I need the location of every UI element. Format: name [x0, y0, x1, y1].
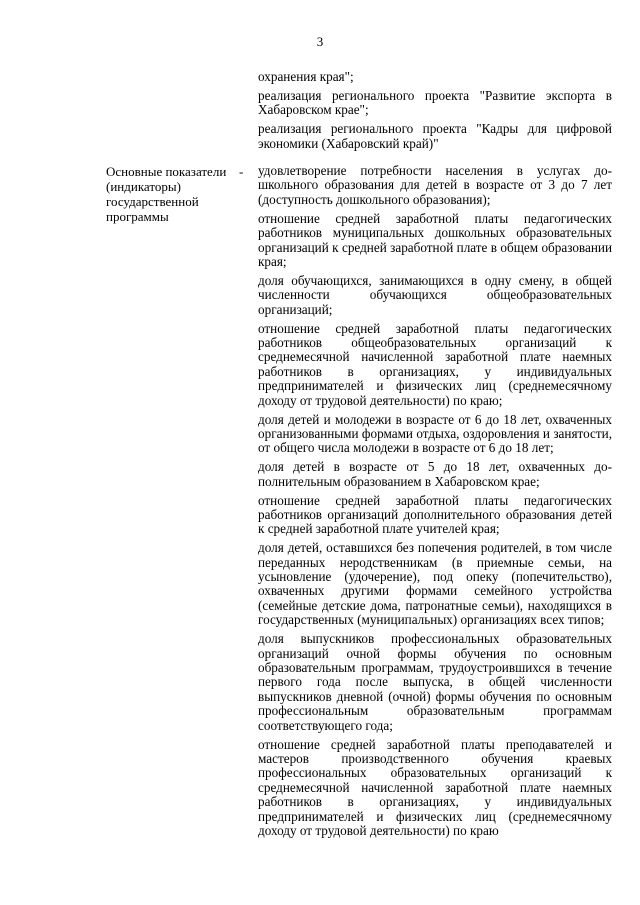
indicator-item: отношение средней заработной платы педагогических работников организаций дополнительного образования детей к средней заработной плате учителей края;	[258, 492, 612, 537]
indicator-item: отношение средней заработной платы педагогических работников общеобразовательных организаций к среднемесячной начисленной заработной плате наемных работников в организациях, у индивидуальных предпринимателей и физических лиц (среднемесячному доходу от трудовой деятельности) по краю;	[258, 320, 612, 408]
project-digital-economy-personnel: реализация регионального проекта "Кадры для цифровой экономики (Хабаровский край)"	[258, 121, 612, 151]
indicator-item: отношение средней заработной платы преподавателей и мастеров производственного обучения краевых профессиональных образовательных организаций к среднемесячной начисленной заработной плате наемных работников в организациях, у индивидуальных предпринимателей и физических лиц (среднемесячному доходу от трудовой деятельности) по краю	[258, 736, 612, 838]
indicator-item: доля детей, оставшихся без попечения родителей, в том числе переданных неродственникам (в приемные семьи, на усыновление (удочерение), под опеку (попечительство), охваченных другими формами семейного устройства (семейные детские дома, патронатные семьи), находящихся в государственных (муниципальных) организациях всех типов;	[258, 540, 612, 628]
indicators-label: Основные показатели (индикаторы) государственной программы	[106, 164, 227, 224]
continued-cell	[258, 70, 612, 156]
continued-text-line: охранения края";	[258, 69, 354, 84]
row-dash: -	[239, 164, 244, 179]
indicator-item: доля выпускников профессиональных образовательных организаций очной формы обучения по основным образовательным программам, трудоустроившихся в течение первого года после выпуска, в общей численности выпускников дневной (очной) формы обучения по основным профессиональным образовательным программам соответствующего года;	[258, 631, 612, 733]
indicator-item: удовлетворение потребности населения в услугах дошкольного образования для детей в возрасте от 3 до 7 лет (доступность дошкольного образования);	[258, 163, 612, 207]
indicator-item: доля детей и молодежи в возрасте от 6 до 18 лет, охваченных организованными формами отдыха, оздоровления и занятости, от общего числа молодежи в возрасте от 6 до 18 лет;	[258, 411, 612, 456]
project-export-development: реализация регионального проекта "Развитие экспорта в Хабаровском крае";	[258, 87, 612, 118]
indicator-item: доля обучающихся, занимающихся в одну смену, в общей численности обучающихся общеобразовательных организаций;	[258, 272, 612, 317]
indicator-item: доля детей в возрасте от 5 до 18 лет, охваченных дополнительным образованием в Хабаровском крае;	[258, 459, 612, 489]
page-number: 3	[316, 34, 324, 49]
indicators-list	[258, 164, 612, 843]
indicator-item: отношение средней заработной платы педагогических работников муниципальных дошкольных образовательных организаций к средней заработной плате в общем образовании края;	[258, 210, 612, 269]
